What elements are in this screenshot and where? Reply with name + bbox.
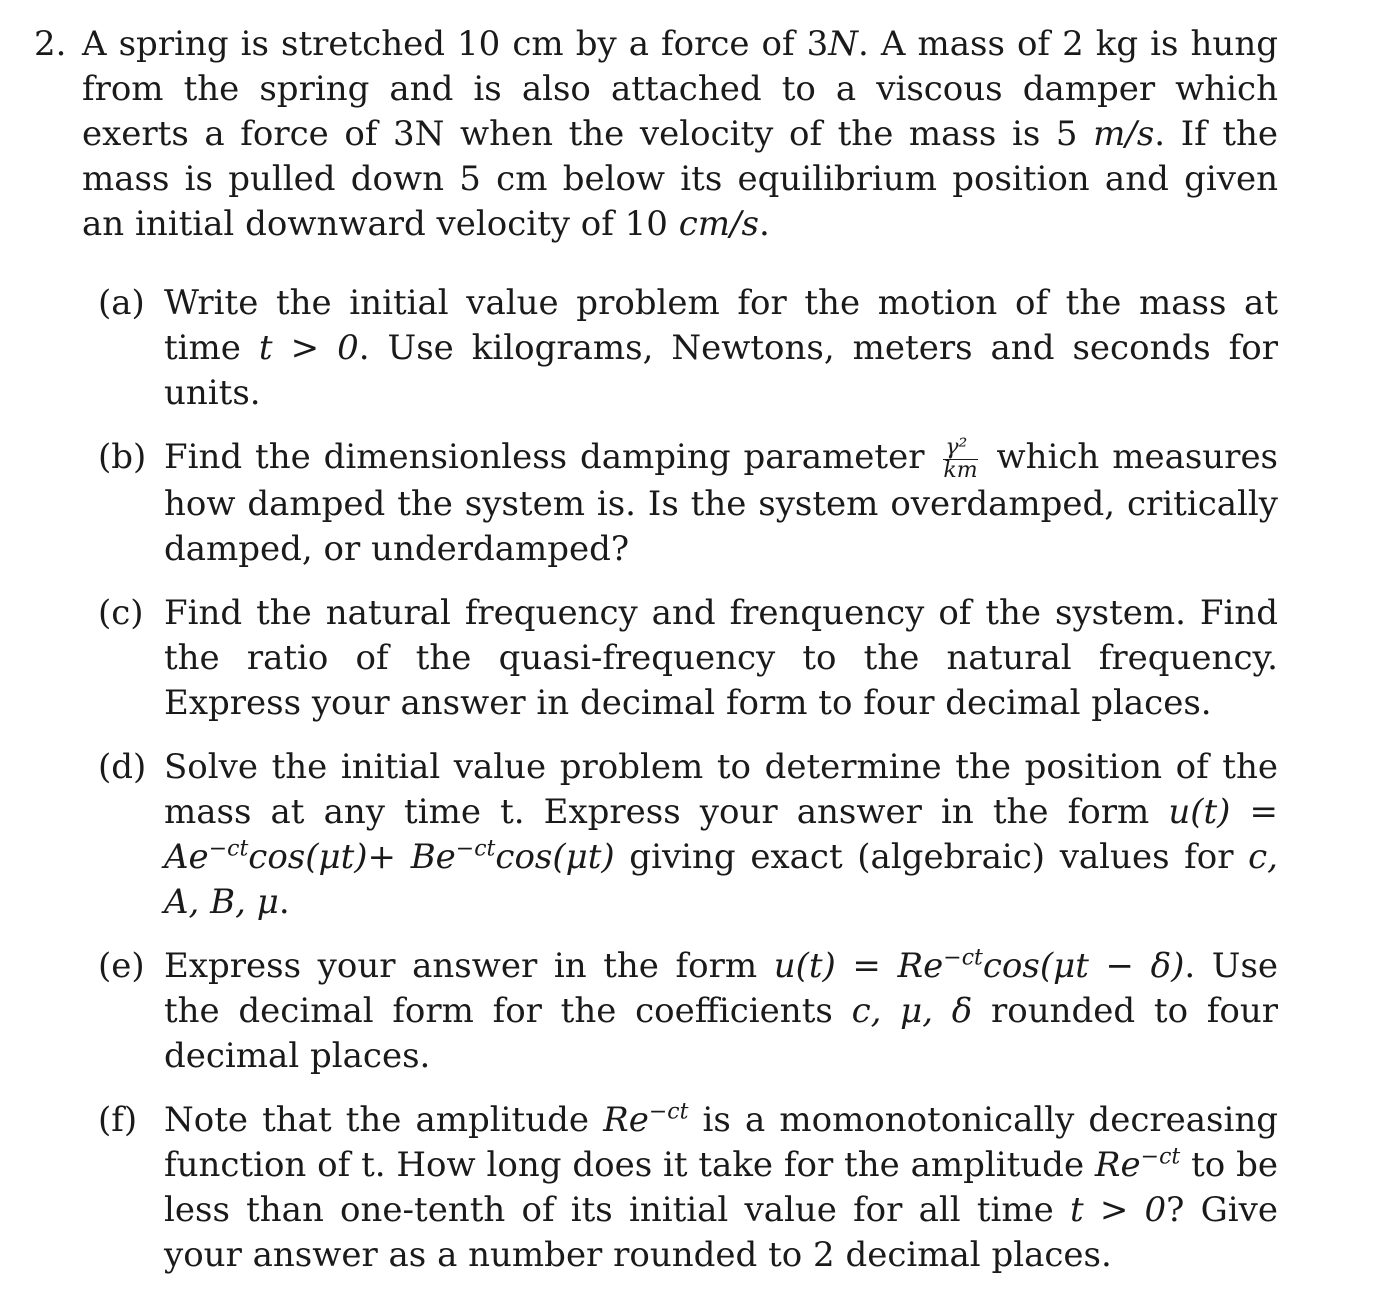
part-a: [98, 281, 1278, 416]
part-label: (f): [98, 1099, 138, 1140]
part-label: (e): [98, 945, 145, 986]
part-b: [98, 435, 1278, 572]
part-text: Find the natural frequency and frenquency of the system. Find the ratio of the quasi-frequency to the natural frequency. Express your answer in decimal form to four decimal places.: [164, 592, 1278, 723]
problem-2: [34, 22, 1278, 1297]
part-text: Write the initial value problem for the motion of the mass at time t > 0. Use kilograms, Newtons, meters and seconds for units.: [164, 283, 1278, 413]
part-text: Solve the initial value problem to determine the position of the mass at any time t. Express your answer in the form $u(t) = Ae^{-ct}\cos(\mu t)+ Be^{-ct}\cos(\mu t)$ giving exact (algebraic) values for c, A, B, μ.: [164, 746, 1279, 922]
problem-number: 2.: [34, 24, 67, 64]
part-label: (c): [98, 592, 144, 633]
parts-list: [98, 281, 1278, 1278]
part-label: (d): [98, 746, 147, 787]
part-d: [98, 745, 1278, 925]
damping-fraction: $\frac{\text{γ²}}{km}$: [943, 434, 978, 483]
part-text: Find the dimensionless damping parameter $\frac{\text{γ²}}{km}$ which measures how damped the system is. Is the system overdamped, critically damped, or underdamped?: [164, 434, 1279, 569]
part-text: Note that the amplitude $Re^{-ct}$ is a momonotonically decreasing function of t. How long does it take for the amplitude $Re^{-ct}$ to be less than one-tenth of its initial value for all time t > 0? Give your answer as a number rounded to 2 decimal places.: [164, 1099, 1278, 1275]
part-label: (a): [98, 283, 145, 323]
part-label: (b): [98, 437, 147, 477]
problem-stem: A spring is stretched 10 cm by a force of 3N. A mass of 2 kg is hung from the spring and is also attached to a viscous damper which exerts a force of 3N when the velocity of the mass is 5 m/s. If the mass is pulled down 5 cm below its equilibrium position and given an initial downward velocity of 10 cm/s.: [82, 24, 1279, 244]
part-f: [98, 1098, 1278, 1278]
part-text: Express your answer in the form $u(t) = Re^{-ct}\cos(\mu t - \delta)$. Use the decimal form for the coefficients c, μ, δ rounded to four decimal places.: [164, 945, 1279, 1076]
part-c: [98, 591, 1278, 726]
part-e: [98, 944, 1278, 1079]
